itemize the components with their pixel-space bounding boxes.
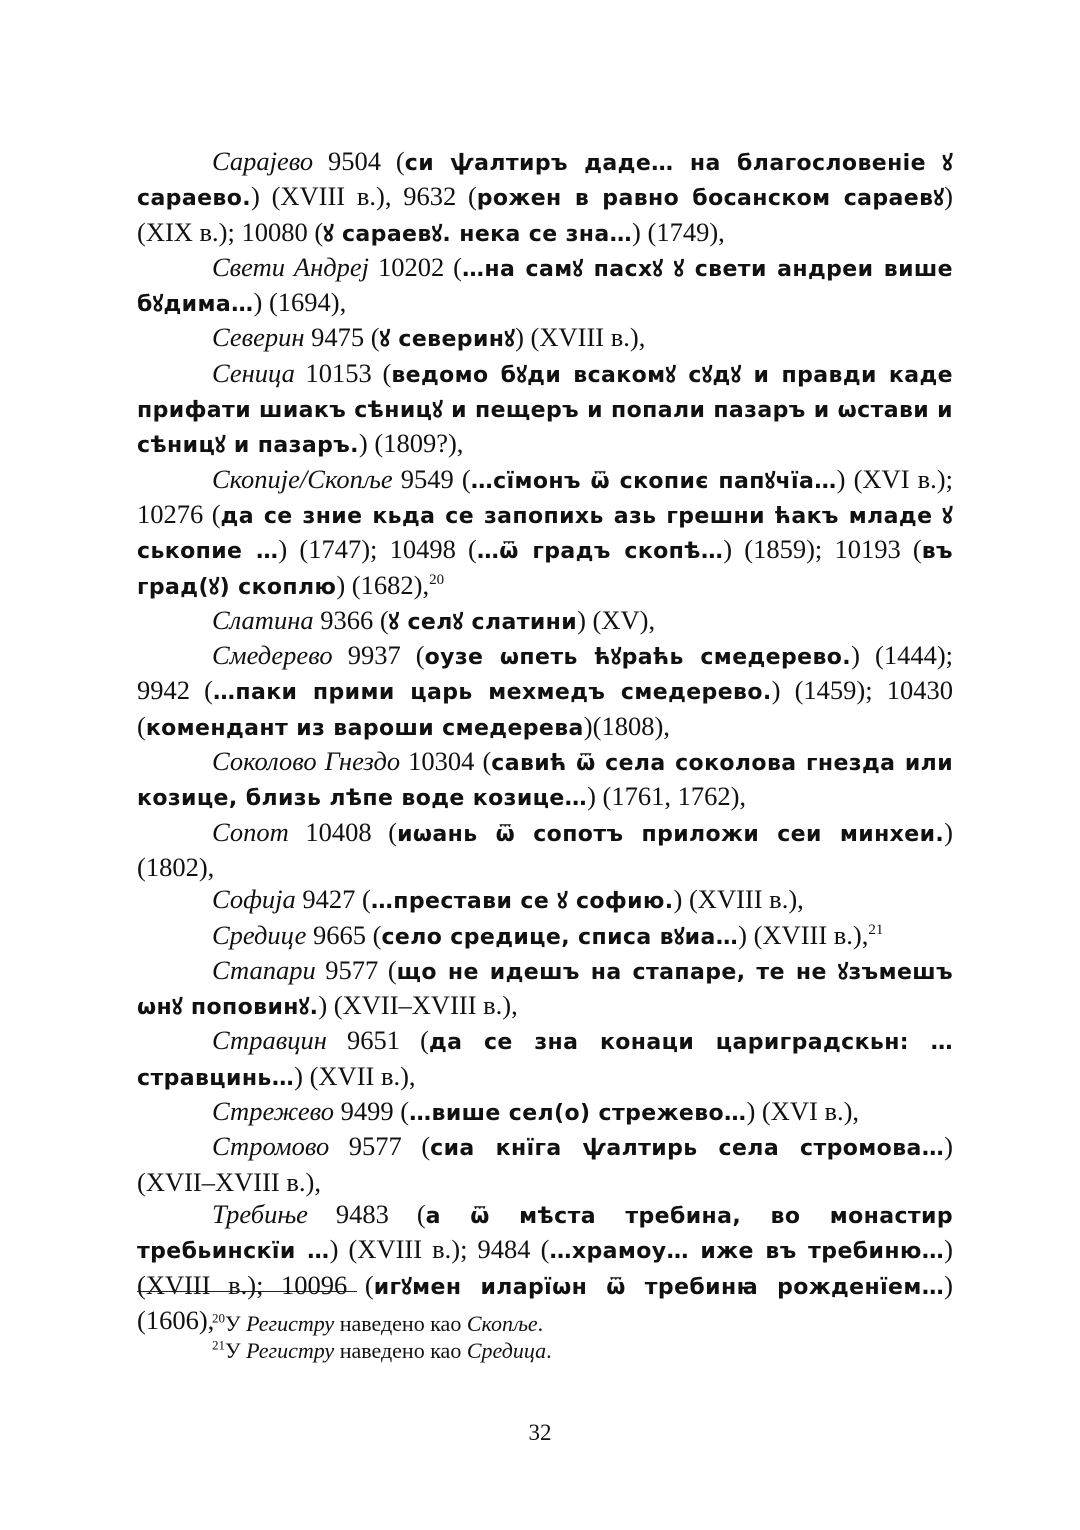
place-name: Требиње — [212, 1198, 308, 1229]
reference-text: 9366 ( — [313, 604, 389, 635]
footnotes — [137, 1310, 953, 1364]
footnote — [137, 1310, 953, 1337]
place-name: Сарајево — [212, 146, 314, 176]
quotation: ꙋ селꙋ слатини — [388, 609, 578, 635]
footnote-text: Средица — [466, 1338, 547, 1363]
reference-text: ) (XVI в.); 10276 ( — [137, 463, 953, 529]
reference-text: ) (XIX в.); 10080 ( — [137, 181, 953, 247]
quotation: …храмоу… иже въ требиню… — [549, 1239, 945, 1265]
place-entry — [137, 251, 953, 322]
body-text — [137, 145, 953, 1336]
place-name: Смедерево — [212, 640, 333, 671]
place-name: Северин — [212, 322, 305, 353]
quotation: що не идешъ на стапаре, те не ꙋзъмешъ ѡнꙋ поповинꙋ. — [137, 959, 954, 1021]
quotation: сиа кнїга ѱалтирь села стромова… — [430, 1136, 945, 1162]
reference-text: 9483 ( — [307, 1198, 426, 1229]
quotation: ꙋ северинꙋ — [379, 327, 516, 353]
place-entry — [137, 745, 953, 816]
quotation: рожен в равно босанском сараевꙋ — [476, 186, 945, 212]
reference-text: ) (1606), — [137, 1269, 953, 1335]
reference-text: 10153 ( — [294, 357, 392, 388]
place-name: Софија — [212, 884, 296, 915]
place-name: Стрежево — [212, 1096, 335, 1127]
place-name: Сеница — [212, 357, 295, 388]
reference-text: 10408 ( — [288, 816, 398, 847]
place-entry — [137, 357, 953, 463]
quotation: …на самꙋ пасхꙋ ꙋ свети андреи више бꙋдима… — [137, 256, 953, 318]
reference-text: 9651 ( — [326, 1025, 429, 1056]
footnote-marker[interactable]: 20 — [429, 571, 445, 588]
reference-text: ) (XVII–XVIII в.), — [318, 990, 518, 1021]
reference-text: ) (XVIII в.); 9484 ( — [329, 1234, 550, 1265]
place-entry — [137, 463, 953, 604]
quotation: село средице, списа вꙋиа… — [381, 924, 739, 950]
footnote-marker[interactable]: 21 — [868, 921, 884, 938]
quotation: да се зна конаци цариградскьн: …стравцинь… — [137, 1030, 953, 1091]
footnote-number: 21 — [212, 1337, 225, 1353]
footnote-text: Регистру — [246, 1311, 335, 1336]
place-name: Соколово Гнездо — [212, 746, 401, 777]
place-name: Стапари — [212, 954, 316, 985]
reference-text: ) (1809?), — [358, 428, 464, 459]
reference-text: ) (XVII–XVIII в.), — [137, 1131, 953, 1197]
place-entry — [137, 604, 953, 639]
quotation: ведомо бꙋди всакомꙋ сꙋдꙋ и правди каде прифати шиакъ сѣницꙋ и пещеръ и попали пазаръ и ѡстави и сѣницꙋ и пазаръ. — [137, 362, 954, 459]
reference-text: 9577 ( — [329, 1131, 431, 1162]
place-name: Слатина — [212, 604, 314, 635]
page-number: 32 — [528, 1420, 552, 1445]
reference-text: 9499 ( — [334, 1096, 410, 1127]
reference-text: ) (1694), — [253, 287, 347, 318]
quotation: си ѱалтиръ даде… на благословеніе ꙋ сараево. — [137, 151, 953, 212]
reference-text: ) (XVIII в.), — [515, 322, 646, 353]
place-entry — [137, 1024, 953, 1095]
place-name: Скопије/Скопље — [212, 463, 393, 494]
footnote-number: 20 — [212, 1310, 225, 1326]
quotation: игꙋмен иларїѡн ѿ требинꙗ рожденїем… — [373, 1274, 945, 1300]
quotation: …сїмонъ ѿ скопиє папꙋчїа… — [470, 468, 837, 494]
reference-text: ) (XVIII в.), — [673, 884, 804, 915]
footnote-text: наведено као — [334, 1311, 467, 1336]
reference-text: ) (XV), — [577, 604, 656, 635]
reference-text: 9427 ( — [295, 884, 371, 915]
reference-text: ) (1859); 10193 ( — [723, 534, 922, 565]
reference-text: ) (XVIII в.), 9632 ( — [251, 181, 477, 212]
reference-text: ) (1761, 1762), — [587, 781, 747, 812]
footnote-separator — [137, 1291, 357, 1292]
place-name: Сопот — [212, 816, 289, 847]
place-name: Средице — [212, 919, 307, 950]
reference-text: ) (XVIII в.); 10096 ( — [137, 1234, 953, 1300]
footnote-text: У — [225, 1338, 247, 1363]
place-entry — [137, 321, 953, 356]
place-name: Стромово — [212, 1131, 330, 1162]
quotation: а ѿ мѣста требина, во монастир требьинскїи … — [137, 1203, 954, 1265]
quotation: …паки прими царь мехмедъ смедерево. — [212, 680, 772, 706]
footnote — [137, 1337, 953, 1364]
quotation: …више сел(о) стрежево… — [409, 1101, 747, 1127]
quotation: комендант из вароши смедерева — [145, 715, 584, 741]
quotation: …престави се ꙋ софию. — [370, 889, 674, 915]
footnote-text: У — [225, 1311, 247, 1336]
quotation: савић ѿ села соколова гнезда или козице, близь лѣпе воде козице… — [137, 751, 954, 812]
footnote-text: Скопље — [466, 1311, 538, 1336]
place-name: Стравцин — [212, 1025, 327, 1056]
place-entry — [137, 639, 953, 745]
reference-text: ) (1749), — [632, 216, 725, 247]
footnote-text: наведено као — [334, 1338, 467, 1363]
place-entry — [137, 816, 953, 884]
reference-text: ) (1682), — [336, 569, 430, 600]
reference-text: ) (1802), — [137, 816, 953, 882]
reference-text: 9549 ( — [392, 463, 471, 494]
reference-text: ) (XVII в.), — [294, 1060, 416, 1091]
quotation: оузе ѡпеть ћꙋраћь смедерево. — [424, 645, 852, 671]
place-entry — [137, 954, 953, 1025]
reference-text: ) (1747); 10498 ( — [278, 534, 477, 565]
reference-text: ) (1444); 9942 ( — [137, 640, 954, 706]
reference-text: 9937 ( — [332, 640, 425, 671]
place-entry — [137, 883, 953, 918]
place-name: Свети Андреј — [212, 251, 370, 282]
place-entry — [137, 919, 953, 954]
quotation: да се зние кьда се запопихь азь грешни ћакъ младе ꙋ ськопие … — [137, 503, 954, 565]
reference-text: 10202 ( — [369, 251, 462, 282]
footnote-text: . — [546, 1338, 552, 1363]
quotation: иѡань ѿ сопотъ приложи сеи минхеи. — [397, 821, 945, 847]
footnote-text: . — [537, 1311, 544, 1336]
reference-text: ) (1459); 10430 ( — [137, 675, 953, 741]
place-entry — [137, 1130, 953, 1198]
reference-text: 9504 ( — [313, 146, 405, 176]
place-entry — [137, 145, 953, 251]
reference-text: ) (XVIII в.), — [738, 919, 869, 950]
reference-text: 9475 ( — [304, 322, 380, 353]
reference-text: ) (XVI в.), — [746, 1096, 860, 1127]
place-entry — [137, 1095, 953, 1130]
footnote-text: Регистру — [246, 1338, 335, 1363]
reference-text: 9665 ( — [306, 919, 382, 950]
quotation: въ град(ꙋ) скоплю — [137, 539, 953, 600]
reference-text: )(1808), — [583, 710, 670, 741]
quotation: …ѿ градъ скопѣ… — [476, 539, 724, 565]
reference-text: 9577 ( — [315, 954, 397, 985]
quotation: ꙋ сараевꙋ. нека се зна… — [323, 221, 633, 247]
reference-text: 10304 ( — [400, 746, 492, 777]
